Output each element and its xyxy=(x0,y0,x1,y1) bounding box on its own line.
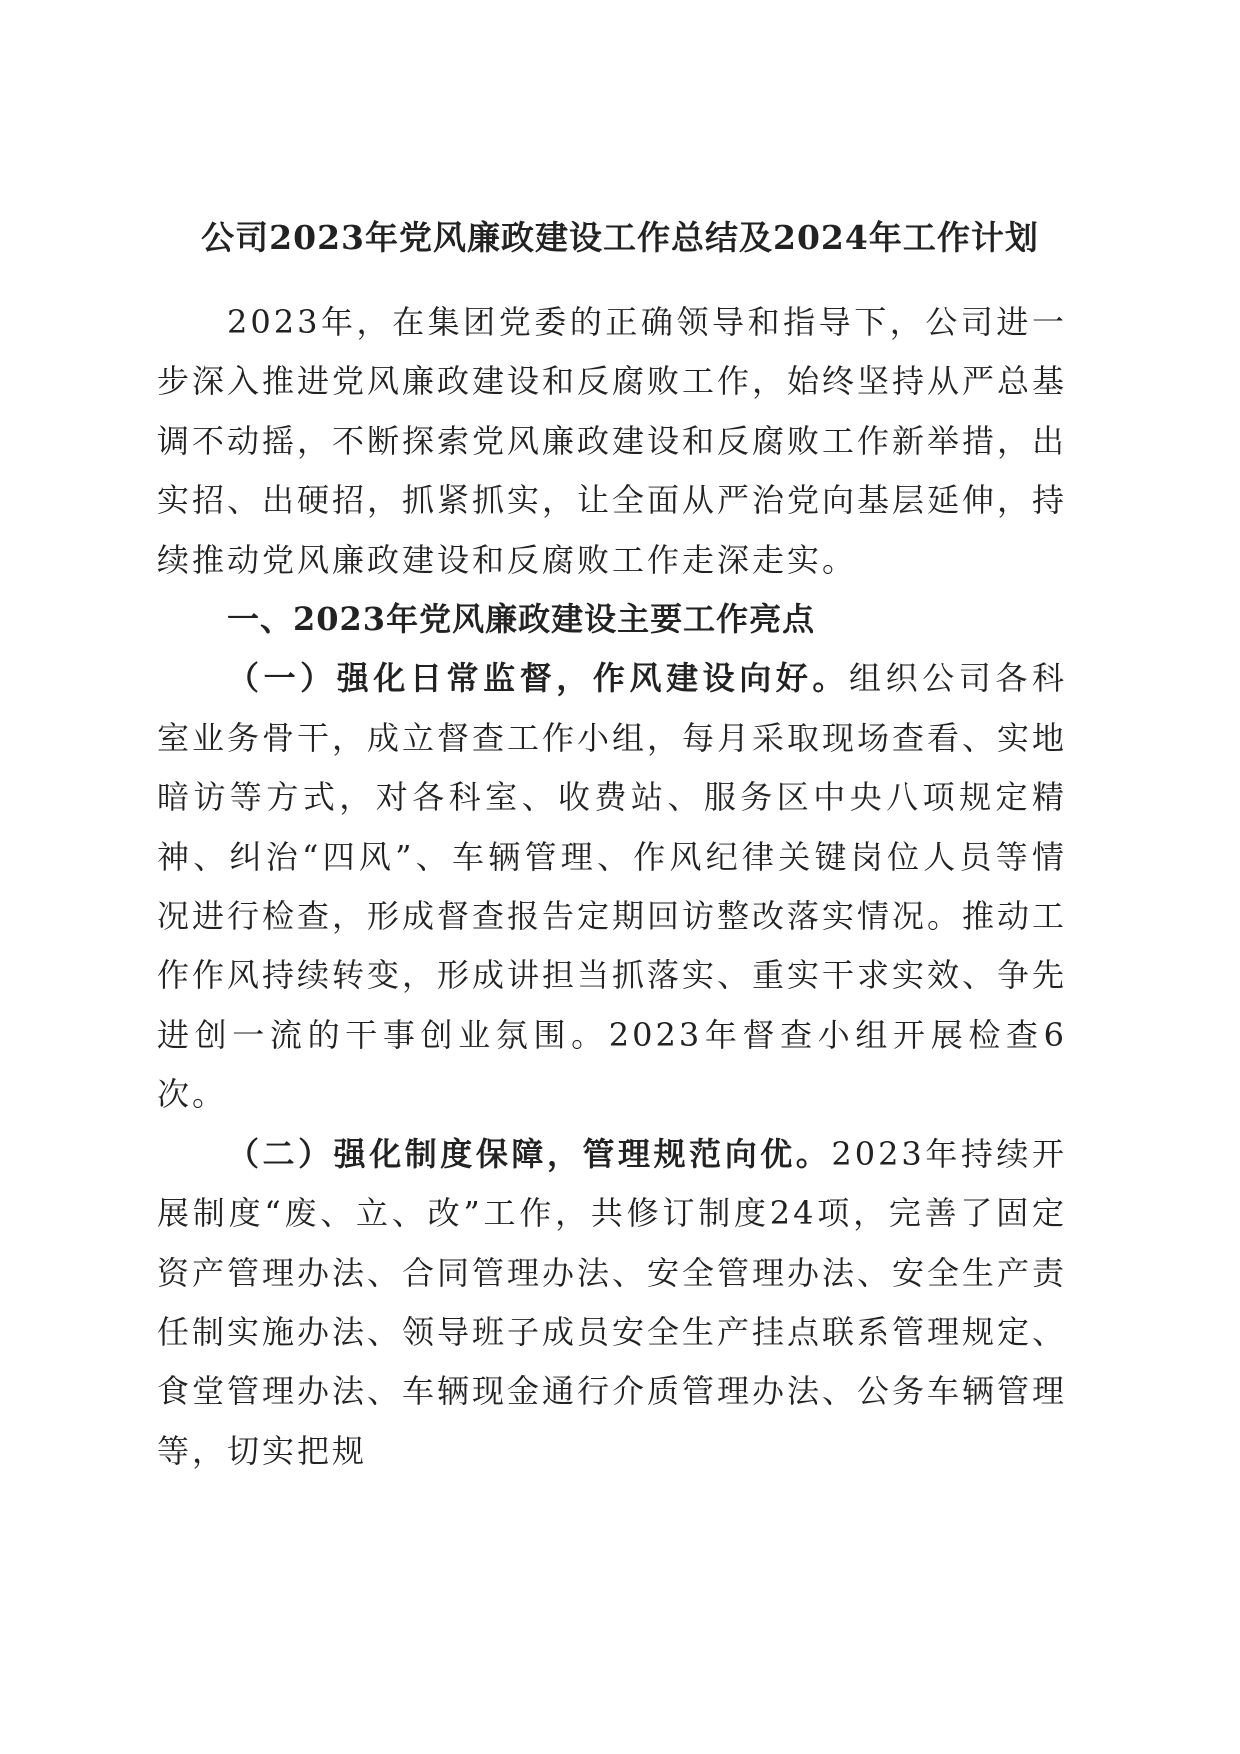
document-title: 公司2023年党风廉政建设工作总结及2024年工作计划 xyxy=(201,218,1039,257)
item-1-text: 组织公司各科室业务骨干，成立督查工作小组，每月采取现场查看、实地暗访等方式，对各科室、收费站、服务区中央八项规定精神、纠治“四风”、车辆管理、作风纪律关键岗位人员等情况进行检查，形成督查报告定期回访整改落实情况。推动工作作风持续转变，形成讲担当抓落实、重实干求实效、争先进创一流的干事创业氛围。2023年督查小组开展检查6次。 xyxy=(157,659,1068,1114)
item-2-lead: （二）强化制度保障，管理规范向优。 xyxy=(227,1134,832,1173)
item-2-text: 2023年持续开展制度“废、立、改”工作，共修订制度24项，完善了固定资产管理办法、合同管理办法、安全管理办法、安全生产责任制实施办法、领导班子成员安全生产挂点联系管理规定、食堂管理办法、车辆现金通行介质管理办法、公务车辆管理等，切实把规 xyxy=(157,1134,1068,1470)
intro-paragraph: 2023年，在集团党委的正确领导和指导下，公司进一步深入推进党风廉政建设和反腐败工作，始终坚持从严总基调不动摇，不断探索党风廉政建设和反腐败工作新举措，出实招、出硬招，抓紧抓实，让全面从严治党向基层延伸，持续推动党风廉政建设和反腐败工作走深走实。 xyxy=(157,303,1068,579)
section-heading: 一、2023年党风廉政建设主要工作亮点 xyxy=(227,600,816,639)
item-1-lead: （一）强化日常监督，作风建设向好。 xyxy=(227,659,850,698)
item-paragraph-2 xyxy=(157,1125,1067,1481)
item-paragraph-1 xyxy=(157,649,1067,1124)
document-body xyxy=(157,293,1067,1481)
